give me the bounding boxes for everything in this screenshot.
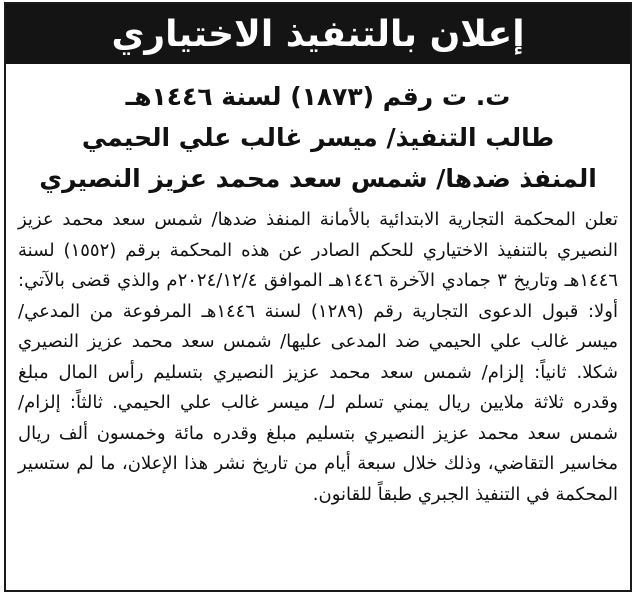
notice-headings bbox=[6, 64, 630, 199]
executed-against: المنفذ ضدها/ شمس سعد محمد عزيز النصيري bbox=[39, 164, 597, 193]
notice-title: إعلان بالتنفيذ الاختياري bbox=[6, 4, 630, 64]
execution-requester: طالب التنفيذ/ ميسر غالب علي الحيمي bbox=[81, 123, 555, 152]
court-notice bbox=[4, 2, 632, 592]
notice-body: تعلن المحكمة التجارية الابتدائية بالأمانة المنفذ ضدها/ شمس سعد محمد عزيز النصيري بالتنفيذ الاختياري للحكم الصادر عن هذه المحكمة برقم (١٥٥٢) لسنة ١٤٤٦هـ وتاريخ ٣ جمادي الآخرة ١٤٤٦هـ الموافق ٢٠٢٤/١٢/٤م والذي قضى بالآتي: أولا: قبول الدعوى التجارية رقم (١٢٨٩) لسنة ١٤٤٦هـ المرفوعة من المدعي/ ميسر غالب علي الحيمي ضد المدعى عليها/ شمس سعد محمد عزيز النصيري شكلا. ثانياً: إلزام/ شمس سعد محمد عزيز النصيري بتسليم رأس المال مبلغ وقدره ثلاثة ملايين ريال يمني تسلم لـ/ ميسر غالب علي الحيمي. ثالثاً: إلزام/ شمس سعد محمد عزيز النصيري بتسليم مبلغ وقدره مائة وخمسون ألف ريال مخاسير التقاضي، وذلك خلال سبعة أيام من تاريخ نشر هذا الإعلان، ما لم ستسير المحكمة في التنفيذ الجبري طبقاً للقانون. bbox=[18, 209, 619, 505]
case-number: ت. ت رقم (١٨٧٣) لسنة ١٤٤٦هـ bbox=[125, 82, 511, 111]
